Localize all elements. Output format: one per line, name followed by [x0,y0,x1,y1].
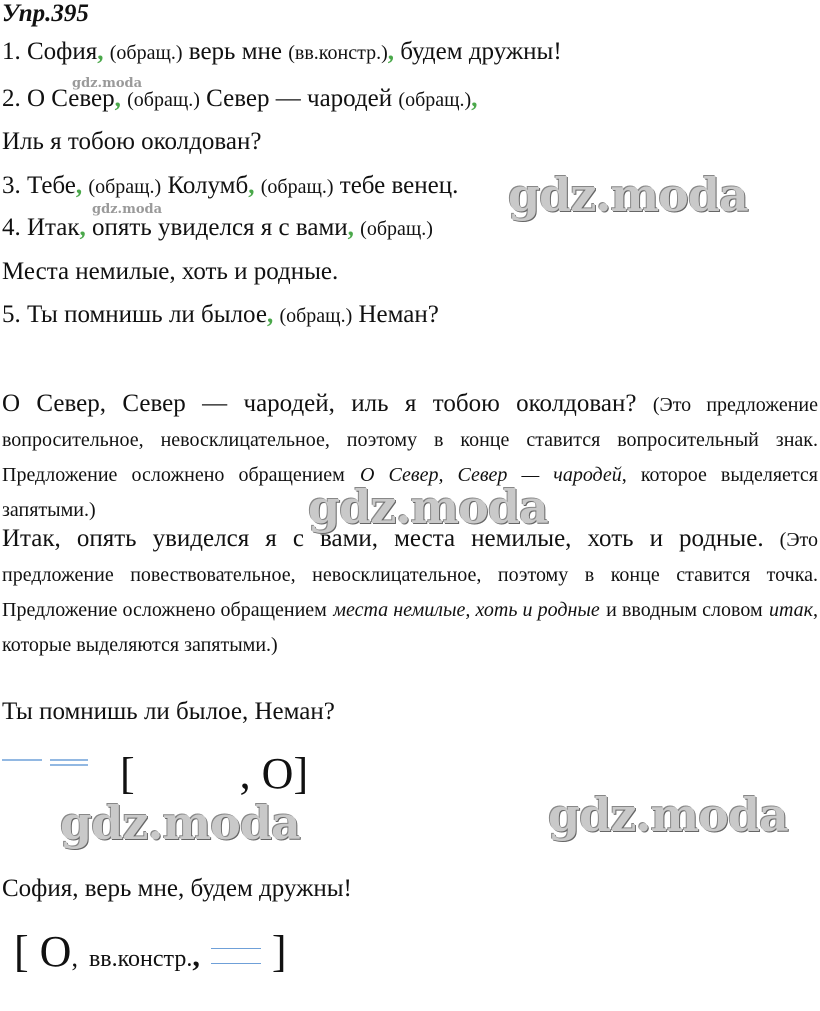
watermark: gdz.moda [548,788,788,842]
numbered-line-4 [2,172,458,200]
green-comma: , [347,214,354,241]
green-comma: , [248,172,255,199]
note: (обращ.) [279,305,353,327]
scheme-comma: , [71,943,78,972]
scheme-comma: , [192,940,200,973]
green-comma: , [79,214,86,241]
note: (обращ.) [88,176,162,198]
watermark: gdz.moda [308,480,548,534]
watermark: gdz.moda [60,796,300,850]
line-text: 5. Ты помнишь ли былое [2,301,267,328]
line-text: 2. О Север [2,85,115,112]
line-text: 3. Тебе [2,172,76,199]
note: (вв.констр.) [288,42,388,64]
explanation: (Это предложение повествовательное, невосклицательное, поэтому в конце ставится точка. Предложение осложнено обращением [2,529,818,621]
green-comma: , [471,85,478,112]
line-text: опять увиделся я с вами [92,214,348,241]
line-text: Иль я тобою околдован? [2,128,262,155]
explanation: , которые выделяются запятыми.) [2,599,819,656]
numbered-line-6 [2,258,338,286]
explanation: , которое выделяется запятыми.) [2,464,818,521]
line-text: Север — чародей [206,85,393,112]
watermark-small: gdz.moda [92,202,163,217]
scheme-address: , О [239,749,294,798]
numbered-line-7 [2,301,439,329]
note: (обращ.) [398,89,472,111]
line-text: будем дружны! [400,38,562,65]
watermark: gdz.moda [508,168,748,222]
numbered-line-5 [2,214,433,242]
bracket-open: [ [120,749,135,798]
analysis-paragraph-2 [2,522,818,662]
double-underline-mark [211,948,261,964]
underline-marks [0,755,100,771]
line-text: Колумб [167,172,249,199]
watermark-small: gdz.moda [72,76,143,91]
scheme-neman [120,748,308,799]
line-text: тебе венец. [339,172,459,199]
bracket-close: ] [293,749,309,798]
green-comma: , [266,301,274,328]
line-text: Неман? [358,301,439,328]
sentence-neman: Ты помнишь ли былое, Неман? [2,698,335,725]
numbered-line-3 [2,128,261,156]
line-text: 1. София [2,38,98,65]
exercise-title: Упр.395 [2,0,89,27]
line-text: Места немилые, хоть и родные. [2,258,339,285]
scheme-intro: вв.констр. [88,946,193,972]
line-text: 4. Итак [2,214,80,241]
bracket-close: ] [271,927,287,976]
green-comma: , [387,38,394,65]
green-comma: , [114,85,121,112]
note: (обращ.) [260,176,334,198]
note: (обращ.) [109,42,183,64]
numbered-line-1 [2,38,562,66]
scheme-sofia [14,926,286,977]
note: (обращ.) [360,218,433,240]
green-comma: , [75,172,83,199]
analysis-paragraph-1 [2,387,818,527]
explanation-italic: итак [768,599,814,621]
line-text: верь мне [188,38,282,65]
sentence-sofia: София, верь мне, будем дружны! [2,875,352,902]
explanation-italic: О Север, Север — чародей [360,464,622,486]
numbered-line-2 [2,85,477,113]
green-comma: , [97,38,104,65]
bracket-open: [ [14,927,29,976]
sentence: О Север, Север — чародей, иль я тобою околдован? [2,390,637,417]
sentence: Итак, опять увиделся я с вами, места немилые, хоть и родные. [2,525,764,552]
note: (обращ.) [127,89,200,111]
explanation: (Это предложение вопросительное, невосклицательное, поэтому в конце ставится вопросительный знак. Предложение осложнено обращением [2,394,819,486]
explanation-italic: места немилые, хоть и родные [333,599,600,621]
scheme-address: О [39,927,72,976]
explanation: и вводным словом [606,599,763,621]
